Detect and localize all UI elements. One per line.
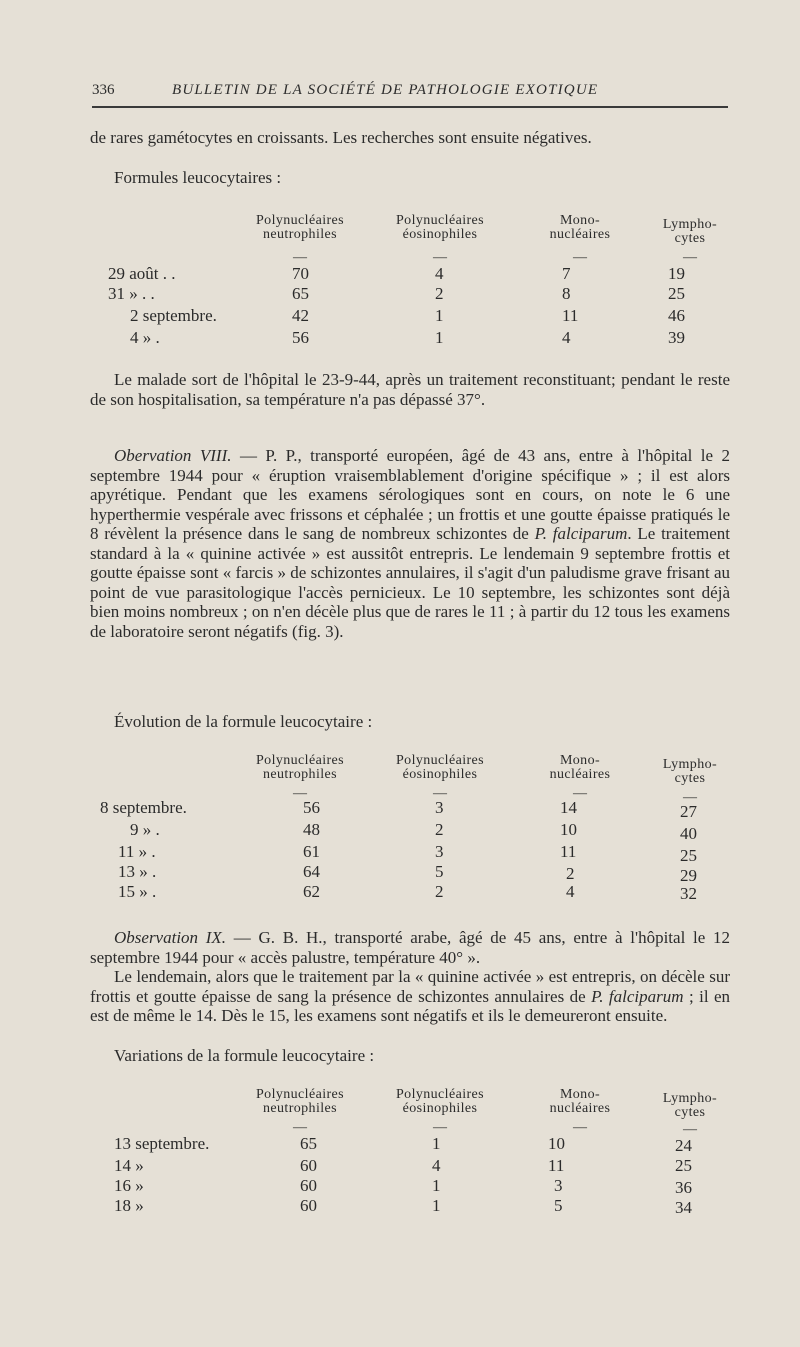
intro-paragraph: de rares gamétocytes en croissants. Les recherches sont ensuite négatives. xyxy=(90,128,592,147)
col-header-mono: Mono- nucléaires xyxy=(549,753,611,782)
col-header-poly-neutro: Polynucléaires neutrophiles xyxy=(255,1087,345,1116)
dash-pn: — xyxy=(293,250,307,265)
dash-pn: — xyxy=(293,1120,307,1135)
genus-name: P. falciparum xyxy=(591,986,684,1006)
observation-9-continuation: Le lendemain, alors que le traitement par la « quinine activée » est entrepris, on décèle sur frottis et goutte épaisse de sang la présence de schizontes annulaires de P. falciparum ; il en est de même le 14. Dès le 15, les examens sont négatifs et ils le demeureront ensuite. xyxy=(90,967,730,1025)
observation-8-title: Obervation VIII. xyxy=(114,446,232,465)
col-header-poly-neutro: Polynucléaires neutrophiles xyxy=(255,753,345,782)
dash-mono: — xyxy=(573,250,587,265)
dash-lympho: — xyxy=(683,250,697,265)
dash-lympho: — xyxy=(683,1122,697,1137)
col-header-lympho: Lympho- cytes xyxy=(662,757,718,786)
page: 336 BULLETIN DE LA SOCIÉTÉ DE PATHOLOGIE EXOTIQUE de rares gamétocytes en croissants. Les recherches sont ensuite négatives. Formules leucocytaires : Polynucléaires neutrophiles Polynucléaires éosinophiles Mono- nucléaires Lympho- cytes — — — — 29 août . . 70 4 7 19 31 » . . 65 2 8 25 2 septembre. 42 1 11 46 4 » . 56 1 4 39 Le malade sort de l'hôpital le 23-9-44, après un traitement reconstituant; pendant le reste de son hospitalisation, sa température n'a pas dépassé 37°. Obervation VIII. — P. P., transporté européen, âgé de 43 ans, entre à l'hôpital le 2 septembre 1944 pour « éruption vraisemblablement d'origine spécifique » ; il est alors apyrétique. Pendant que les examens sérologiques sont en cours, on note le 6 une hyperthermie vespérale avec frissons et céphalée ; un frottis et une goutte épaisse pratiqués le 8 révèlent la présence dans le sang de nombreux schizontes de P. falciparum. Le traitement standard à la « quinine activée » est aussitôt entrepris. Le lendemain 9 septembre frottis et goutte épaisse sont « farcis » de schizontes annulaires, il s'agit d'un paludisme grave frisant au point de vue parasitologique l'accès pernicieux. Le 10 septembre, les schizontes sont déjà bien moins nombreux ; on n'en décèle plus que de rares le 11 ; à partir du 12 tous les examens de laboratoire seront négatifs (fig. 3). Évolution de la formule leucocytaire : Polynucléaires neutrophiles Polynucléaires éosinophiles Mono- nucléaires Lympho- cytes — — — — 8 septembre. 56 3 14 27 9 » . 48 2 10 40 11 » . 61 3 11 25 13 » . 64 5 2 29 15 » . 62 2 4 32 Observation IX. — G. B. H., transporté arabe, âgé de 45 ans, entre à l'hôpital le 12 septembre 1944 pour « accès palustre, température 40° ». Le lendemain, alors que le traitement par la « quinine activée » est entrepris, on décèle sur frottis et goutte épaisse de sang la présence de schizontes annulaires de P. falciparum ; il en est de même le 14. Dès le 15, les examens sont négatifs et ils le demeureront ensuite. Variations de la formule leucocytaire : Polynucléaires neutrophiles Polynucléaires éosinophiles Mono- nucléaires Lympho- cytes — — — — 13 septembre. 65 1 10 24 14 » 60 4 11 25 16 » 60 1 3 36 18 » 60 1 5 34 xyxy=(0,0,800,1347)
dash-lympho: — xyxy=(683,790,697,805)
dash-mono: — xyxy=(573,1120,587,1135)
page-number: 336 xyxy=(92,82,115,98)
col-header-mono: Mono- nucléaires xyxy=(549,213,611,242)
observation-9-title: Observation IX. xyxy=(114,928,227,947)
genus-name: P. falciparum xyxy=(534,524,628,543)
dash-pe: — xyxy=(433,250,447,265)
col-header-lympho: Lympho- cytes xyxy=(662,1091,718,1120)
running-header xyxy=(92,80,728,108)
col-header-poly-eosino: Polynucléaires éosinophiles xyxy=(395,1087,485,1116)
col-header-poly-eosino: Polynucléaires éosinophiles xyxy=(395,213,485,242)
dash-mono: — xyxy=(573,786,587,801)
col-header-poly-eosino: Polynucléaires éosinophiles xyxy=(395,753,485,782)
variations-label: Variations de la formule leucocytaire : xyxy=(114,1046,375,1065)
observation-9-paragraph: Observation IX. — G. B. H., transporté arabe, âgé de 45 ans, entre à l'hôpital le 12 septembre 1944 pour « accès palustre, température 40° ». xyxy=(90,928,730,967)
dash-pn: — xyxy=(293,786,307,801)
running-title: BULLETIN DE LA SOCIÉTÉ DE PATHOLOGIE EXOTIQUE xyxy=(172,82,599,98)
dash-pe: — xyxy=(433,1120,447,1135)
col-header-poly-neutro: Polynucléaires neutrophiles xyxy=(255,213,345,242)
observation-8-paragraph: Obervation VIII. — P. P., transporté européen, âgé de 43 ans, entre à l'hôpital le 2 septembre 1944 pour « éruption vraisemblablement d'origine spécifique » ; il est alors apyrétique. Pendant que les examens sérologiques sont en cours, on note le 6 une hyperthermie vespérale avec frissons et céphalée ; un frottis et une goutte épaisse pratiqués le 8 révèlent la présence dans le sang de nombreux schizontes de P. falciparum. Le traitement standard à la « quinine activée » est aussitôt entrepris. Le lendemain 9 septembre frottis et goutte épaisse sont « farcis » de schizontes annulaires, il s'agit d'un paludisme grave frisant au point de vue parasitologique l'accès pernicieux. Le 10 septembre, les schizontes sont déjà bien moins nombreux ; on n'en décèle plus que de rares le 11 ; à partir du 12 tous les examens de laboratoire seront négatifs (fig. 3). xyxy=(90,446,730,641)
col-header-lympho: Lympho- cytes xyxy=(662,217,718,246)
evolution-label: Évolution de la formule leucocytaire : xyxy=(114,712,373,731)
formules-label: Formules leucocytaires : xyxy=(114,168,282,187)
col-header-mono: Mono- nucléaires xyxy=(549,1087,611,1116)
sortie-paragraph: Le malade sort de l'hôpital le 23-9-44, après un traitement reconstituant; pendant le reste de son hospitalisation, sa température n'a pas dépassé 37°. xyxy=(90,370,730,409)
dash-pe: — xyxy=(433,786,447,801)
